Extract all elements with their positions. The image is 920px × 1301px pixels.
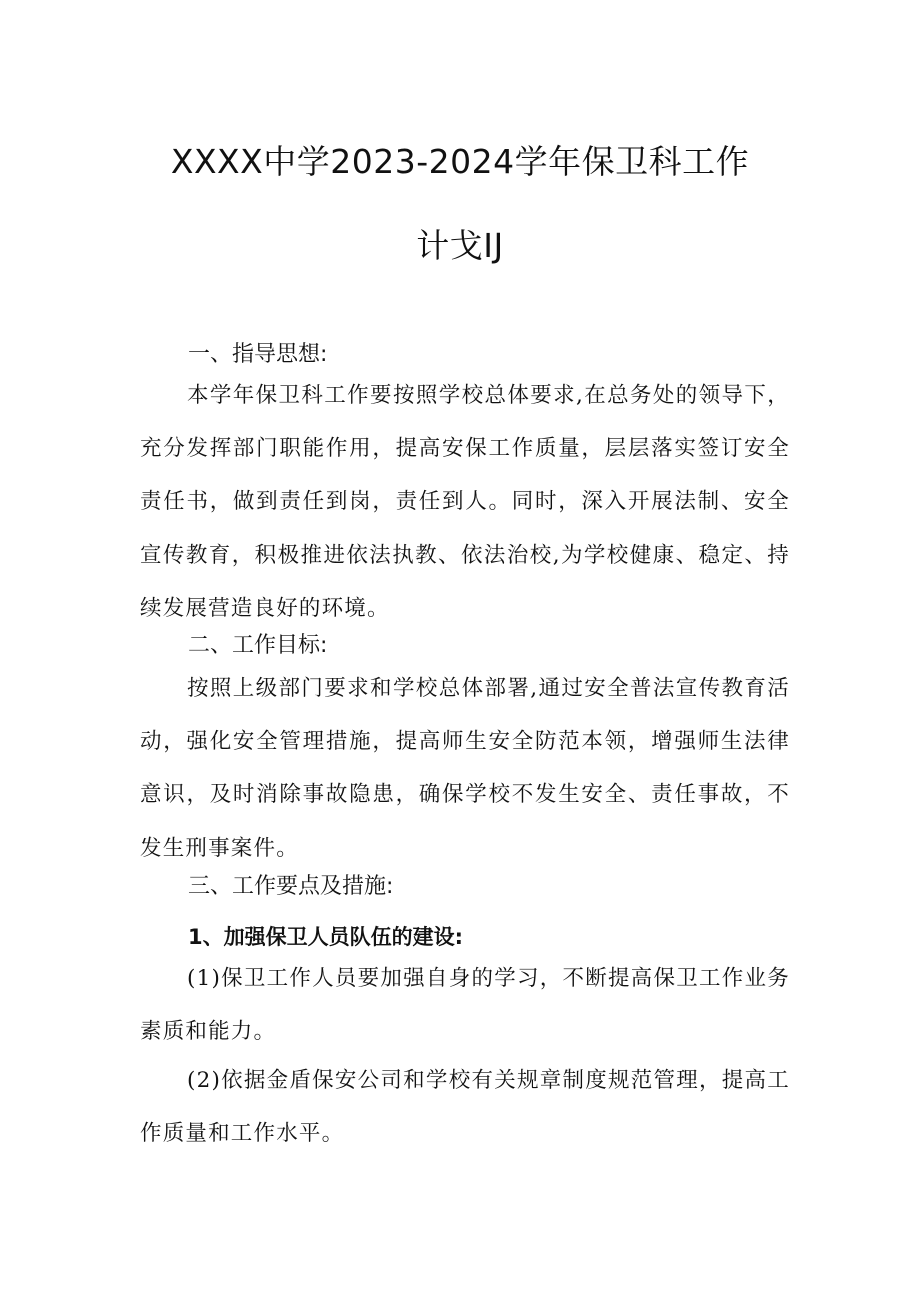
- document-title-line-2: 计戈IJ: [416, 226, 504, 265]
- subheading-security-team: 1、加强保卫人员队伍的建设:: [188, 925, 464, 949]
- section-heading-work-goals: 二、工作目标:: [188, 633, 328, 658]
- document-title-line-1: XXXX中学2023-2024学年保卫科工作: [170, 142, 750, 181]
- section-paragraph-guiding-ideology: 本学年保卫科工作要按照学校总体要求,在总务处的领导下，充分发挥部门职能作用，提高安保工作质量，层层落实签订安全责任书，做到责任到岗，责任到人。同时，深入开展法制、安全宣传教育，积极推进依法执教、依法治校,为学校健康、稳定、持续发展营造良好的环境。: [140, 383, 790, 621]
- section-heading-key-points: 三、工作要点及措施:: [188, 874, 394, 899]
- section-paragraph-work-goals: 按照上级部门要求和学校总体部署,通过安全普法宣传教育活动，强化安全管理措施，提高师生安全防范本领，增强师生法律意识，及时消除事故隐患，确保学校不发生安全、责任事故，不发生刑事案件。: [140, 676, 790, 861]
- list-item-2: (2)依据金盾保安公司和学校有关规章制度规范管理，提高工作质量和工作水平。: [140, 1068, 790, 1147]
- section-heading-guiding-ideology: 一、指导思想:: [188, 342, 328, 367]
- list-item-1: (1)保卫工作人员要加强自身的学习，不断提高保卫工作业务素质和能力。: [140, 966, 790, 1045]
